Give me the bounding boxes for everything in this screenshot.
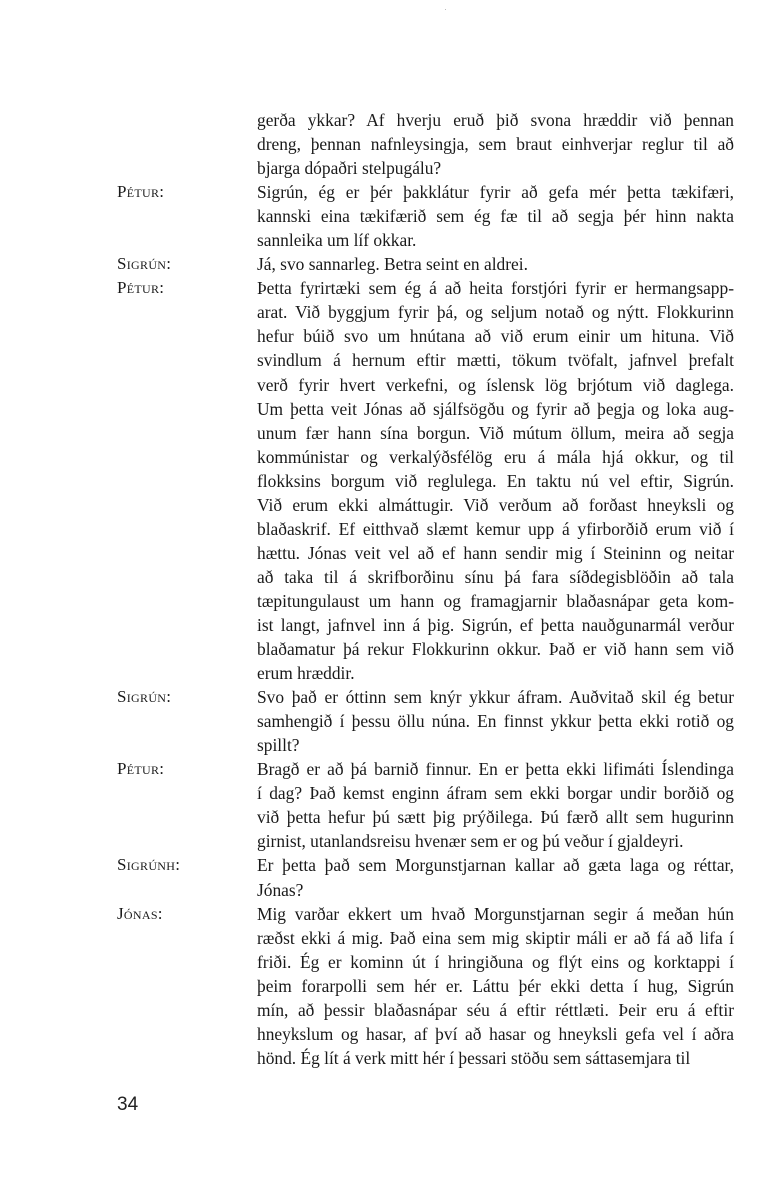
scan-speck <box>445 9 446 10</box>
speech-text <box>257 685 734 757</box>
speech-text <box>257 276 734 685</box>
speech-text <box>257 853 734 901</box>
speech-line: svindlum á hernum eftir mætti, tökum tvöfalt, jafnvel þrefalt <box>257 350 734 371</box>
speech-line: við þetta hefur þú sætt þig prýðilega. Þú færð allt sem hugurinn <box>257 807 734 828</box>
speaker-label: Pétur: <box>117 759 165 779</box>
speech-line: hefur búið svo um hnútana að við erum einir um hituna. Við <box>257 326 734 347</box>
speech-line: kannski eina tækifærið sem ég fæ til að segja þér hinn nakta <box>257 206 734 227</box>
speech-line: gerða ykkar? Af hverju eruð þið svona hræddir við þennan <box>257 110 734 130</box>
dialogue-turn <box>117 757 734 853</box>
dialogue-turn <box>117 180 734 252</box>
speech-line: ræðst ekki á mig. Það eina sem mig skiptir máli er að fá að lifa í <box>257 927 734 948</box>
play-script-body <box>117 108 734 1070</box>
dialogue-turn <box>117 853 734 901</box>
dialogue-turn <box>117 252 734 276</box>
dialogue-turn <box>117 685 734 757</box>
speech-line: ist langt, jafnvel inn á þig. Sigrún, ef þetta nauðgunarmál verður <box>257 614 734 635</box>
dialogue-turns <box>117 180 734 1070</box>
speech-line: Svo það er óttinn sem knýr ykkur áfram. Auðvitað skil ég betur <box>257 687 734 708</box>
speech-line: Við erum ekki almáttugir. Við verðum að forðast hneyksli og <box>257 494 734 515</box>
speech-line: verð fyrir hvert verkefni, og íslensk lög brjótum við daglega. <box>257 374 734 395</box>
speech-text <box>257 108 734 180</box>
speaker-label: Sigrún: <box>117 687 172 707</box>
speech-text <box>257 252 734 276</box>
speech-line: Sigrún, ég er þér þakklátur fyrir að gefa mér þetta tækifæri, <box>257 182 734 203</box>
speech-line: Jónas? <box>257 879 304 900</box>
speaker-label: Sigrún: <box>117 254 172 274</box>
speech-line: flokksins borgum við reglulega. En taktu nú vel eftir, Sigrún. <box>257 470 734 491</box>
dialogue-turn <box>117 902 734 1070</box>
speech-line: arat. Við byggjum fyrir þá, og seljum notað og nýtt. Flokkurinn <box>257 302 734 323</box>
speech-line: tæpitungulaust um hann og framagjarnir blaðasnápar geta kom- <box>257 590 734 611</box>
speech-line: friði. Ég er kominn út í hringiðuna og flýt eins og korktappi í <box>257 951 734 972</box>
dialogue-turn <box>117 276 734 685</box>
speech-line: Er þetta það sem Morgunstjarnan kallar að gæta laga og réttar, <box>257 855 734 876</box>
speech-line: sannleika um líf okkar. <box>257 230 417 251</box>
speech-line: hneykslum og hasar, af því að hasar og hneyksli gefa vel í aðra <box>257 1023 734 1044</box>
speech-line: kommúnistar og verkalýðsfélög eru á mála hjá okkur, og til <box>257 446 734 467</box>
speech-line: Já, svo sannarleg. Betra seint en aldrei. <box>257 254 528 275</box>
speech-line: Um þetta veit Jónas að sjálfsögðu og fyrir að þegja og loka aug- <box>257 398 734 419</box>
speech-line: Bragð er að þá barnið finnur. En er þetta ekki lifimáti Íslendinga <box>257 759 734 780</box>
speech-text <box>257 757 734 853</box>
speech-line: unum fær hann sína borgun. Við mútum öllum, meira að segja <box>257 422 734 443</box>
speaker-label: Pétur: <box>117 182 165 202</box>
speaker-label: Pétur: <box>117 278 165 298</box>
speech-line: blaðamatur þá rekur Flokkurinn okkur. Það er við hann sem við <box>257 639 734 660</box>
speech-text <box>257 902 734 1070</box>
speech-line: blaðaskrif. Ef eitthvað slæmt kemur upp á yfirborðið erum við í <box>257 518 734 539</box>
speech-line: að taka til á skrifborðinu sínu þá fara síðdegisblöðin að tala <box>257 566 734 587</box>
speech-line: dreng, þennan nafnleysingja, sem braut einhverjar reglur til að <box>257 134 734 155</box>
speech-line: í dag? Það kemst enginn áfram sem ekki borgar undir borðið og <box>257 783 734 804</box>
speech-line: girnist, utanlandsreisu hvenær sem er og þú veður í gjaldeyri. <box>257 831 684 852</box>
speech-line: bjarga dópaðri stelpugálu? <box>257 158 442 179</box>
speech-line: Mig varðar ekkert um hvað Morgunstjarnan segir á meðan hún <box>257 903 734 924</box>
speech-line: hættu. Jónas veit vel að ef hann sendir mig í Steininn og neitar <box>257 542 734 563</box>
speech-line: þeim forarpolli sem hér er. Láttu þér ekki detta í hug, Sigrún <box>257 975 734 996</box>
page-number: 34 <box>117 1094 139 1115</box>
speech-line: mín, að þessir blaðasnápar séu á eftir réttlæti. Þeir eru á eftir <box>257 999 734 1020</box>
speaker-label: Sigrúnh: <box>117 855 181 875</box>
speech-text <box>257 180 734 252</box>
dialogue-continuation <box>117 108 734 180</box>
speech-line: samhengið í þessu öllu núna. En finnst ykkur þetta ekki rotið og <box>257 711 734 732</box>
speaker-label <box>117 108 257 180</box>
speech-line: Þetta fyrirtæki sem ég á að heita forstjóri fyrir er hermangsapp- <box>257 278 734 299</box>
speech-line: erum hræddir. <box>257 663 355 684</box>
speech-line: hönd. Ég lít á verk mitt hér í þessari stöðu sem sáttasemjara til <box>257 1047 691 1068</box>
speaker-label: Jónas: <box>117 903 163 923</box>
speech-line: spillt? <box>257 735 300 756</box>
